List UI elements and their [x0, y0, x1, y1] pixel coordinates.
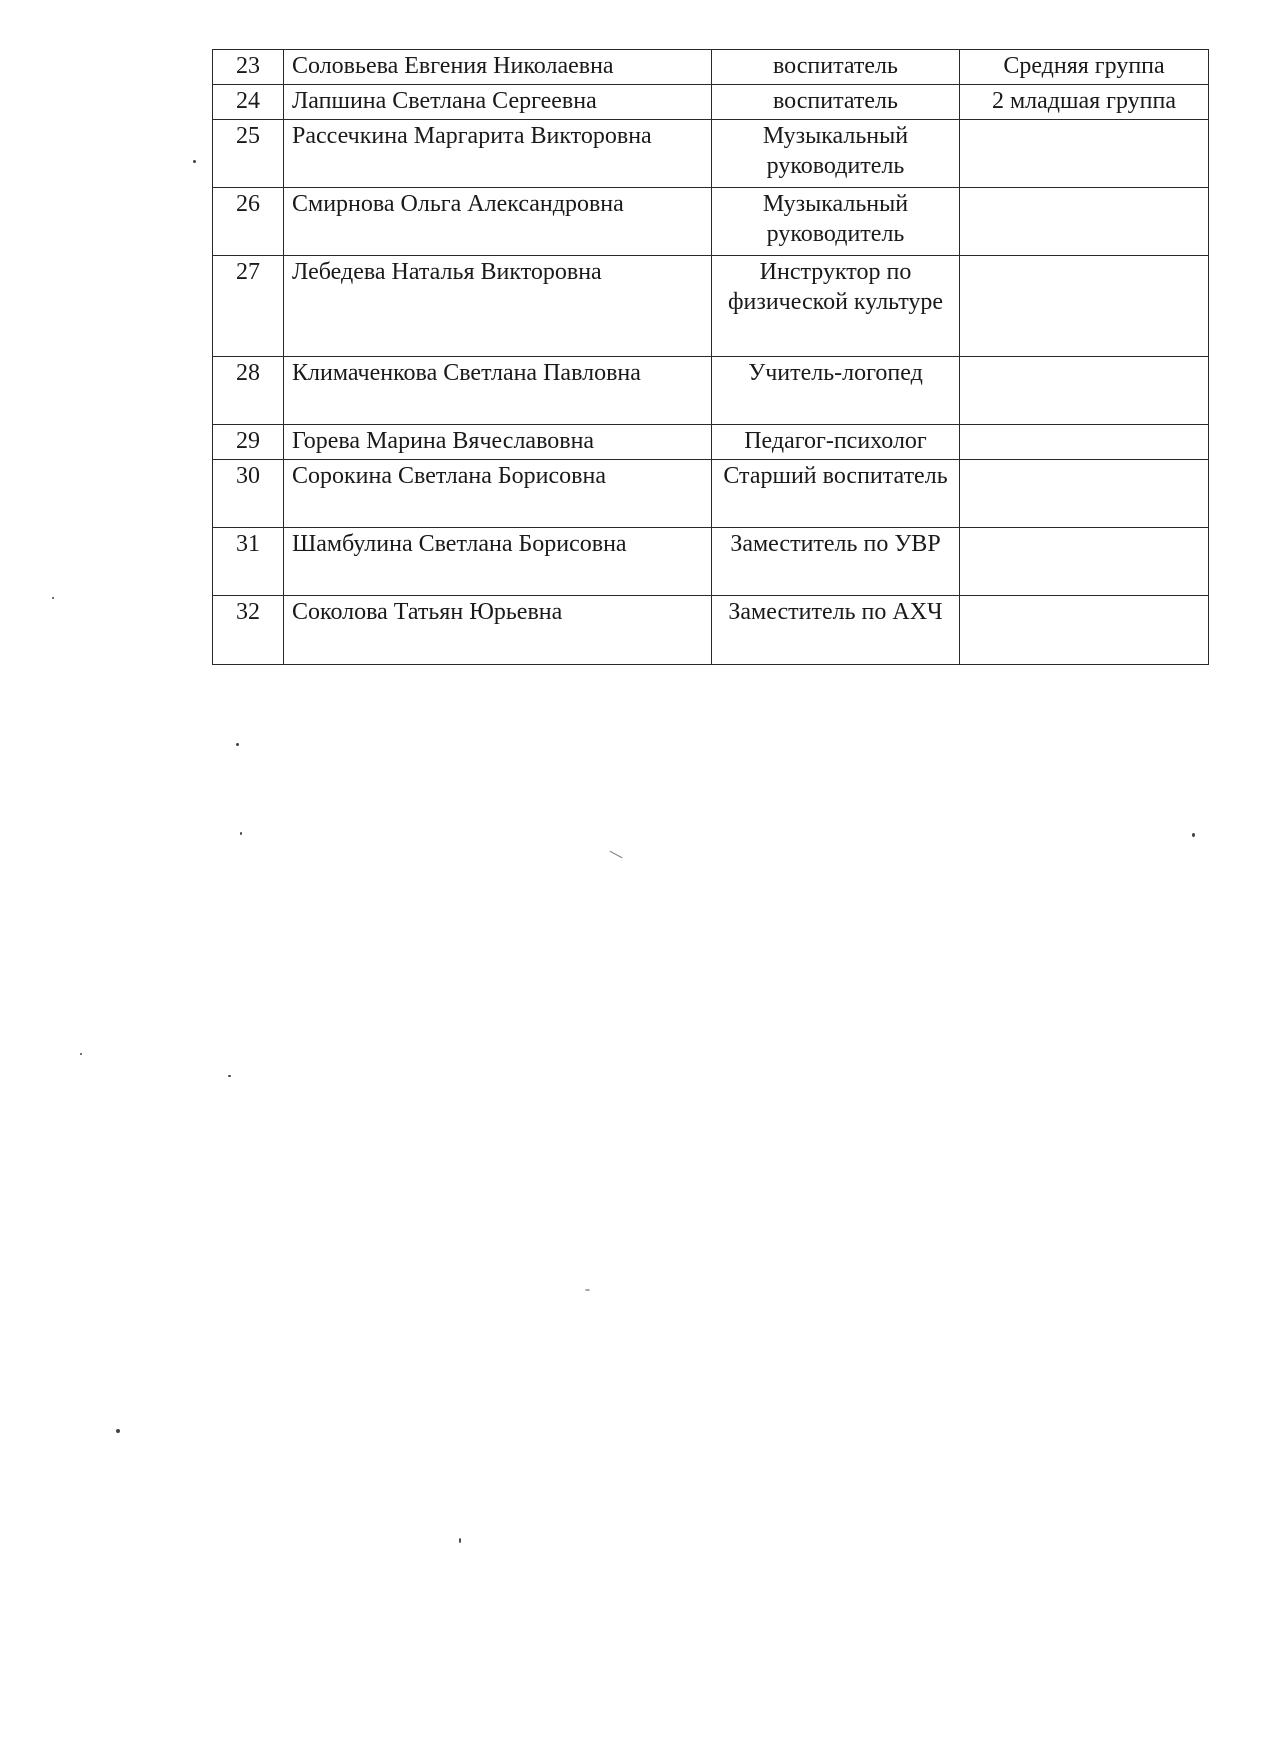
- employee-position: Учитель-логопед: [712, 357, 960, 425]
- table-row: [213, 85, 1209, 120]
- employee-position: Заместитель по УВР: [712, 528, 960, 596]
- staff-table: [212, 49, 1209, 665]
- employee-name: Соловьева Евгения Николаевна: [284, 50, 712, 85]
- scan-speck: [116, 1429, 120, 1433]
- row-number: 31: [213, 528, 284, 596]
- table-row: [213, 188, 1209, 256]
- row-number: 32: [213, 596, 284, 665]
- employee-group: [960, 188, 1209, 256]
- employee-name: Смирнова Ольга Александровна: [284, 188, 712, 256]
- row-number: 25: [213, 120, 284, 188]
- scan-speck: [585, 1289, 590, 1291]
- employee-name: Шамбулина Светлана Борисовна: [284, 528, 712, 596]
- employee-position: Инструктор по физической культуре: [712, 256, 960, 357]
- employee-position: воспитатель: [712, 85, 960, 120]
- table-row: [213, 50, 1209, 85]
- scan-speck: [1192, 833, 1195, 837]
- employee-name: Горева Марина Вячеславовна: [284, 425, 712, 460]
- row-number: 28: [213, 357, 284, 425]
- scan-speck: [240, 832, 242, 835]
- employee-name: Сорокина Светлана Борисовна: [284, 460, 712, 528]
- row-number: 29: [213, 425, 284, 460]
- employee-group: [960, 120, 1209, 188]
- employee-name: Климаченкова Светлана Павловна: [284, 357, 712, 425]
- employee-name: Рассечкина Маргарита Викторовна: [284, 120, 712, 188]
- table-row: [213, 460, 1209, 528]
- employee-position: Старший воспитатель: [712, 460, 960, 528]
- table-row: [213, 425, 1209, 460]
- table-row: [213, 256, 1209, 357]
- row-number: 23: [213, 50, 284, 85]
- scan-speck: [236, 743, 239, 746]
- employee-position: Музыкальный руководитель: [712, 120, 960, 188]
- scan-speck: [459, 1538, 461, 1543]
- employee-group: [960, 460, 1209, 528]
- employee-group: [960, 425, 1209, 460]
- employee-position: Заместитель по АХЧ: [712, 596, 960, 665]
- employee-name: Лапшина Светлана Сергеевна: [284, 85, 712, 120]
- scan-speck: [80, 1053, 82, 1055]
- employee-name: Соколова Татьян Юрьевна: [284, 596, 712, 665]
- employee-group: [960, 357, 1209, 425]
- scan-speck: [52, 597, 54, 599]
- employee-position: Музыкальный руководитель: [712, 188, 960, 256]
- employee-position: Педагог-психолог: [712, 425, 960, 460]
- table-row: [213, 357, 1209, 425]
- employee-group: [960, 528, 1209, 596]
- employee-name: Лебедева Наталья Викторовна: [284, 256, 712, 357]
- row-number: 30: [213, 460, 284, 528]
- row-number: 27: [213, 256, 284, 357]
- row-number: 24: [213, 85, 284, 120]
- table-row: [213, 120, 1209, 188]
- scan-speck: [193, 160, 196, 163]
- employee-group: [960, 256, 1209, 357]
- employee-position: воспитатель: [712, 50, 960, 85]
- scan-speck: [228, 1075, 231, 1077]
- scan-speck: [610, 851, 623, 858]
- employee-group: [960, 596, 1209, 665]
- table-row: [213, 596, 1209, 665]
- employee-group: 2 младшая группа: [960, 85, 1209, 120]
- employee-group: Средняя группа: [960, 50, 1209, 85]
- row-number: 26: [213, 188, 284, 256]
- table-row: [213, 528, 1209, 596]
